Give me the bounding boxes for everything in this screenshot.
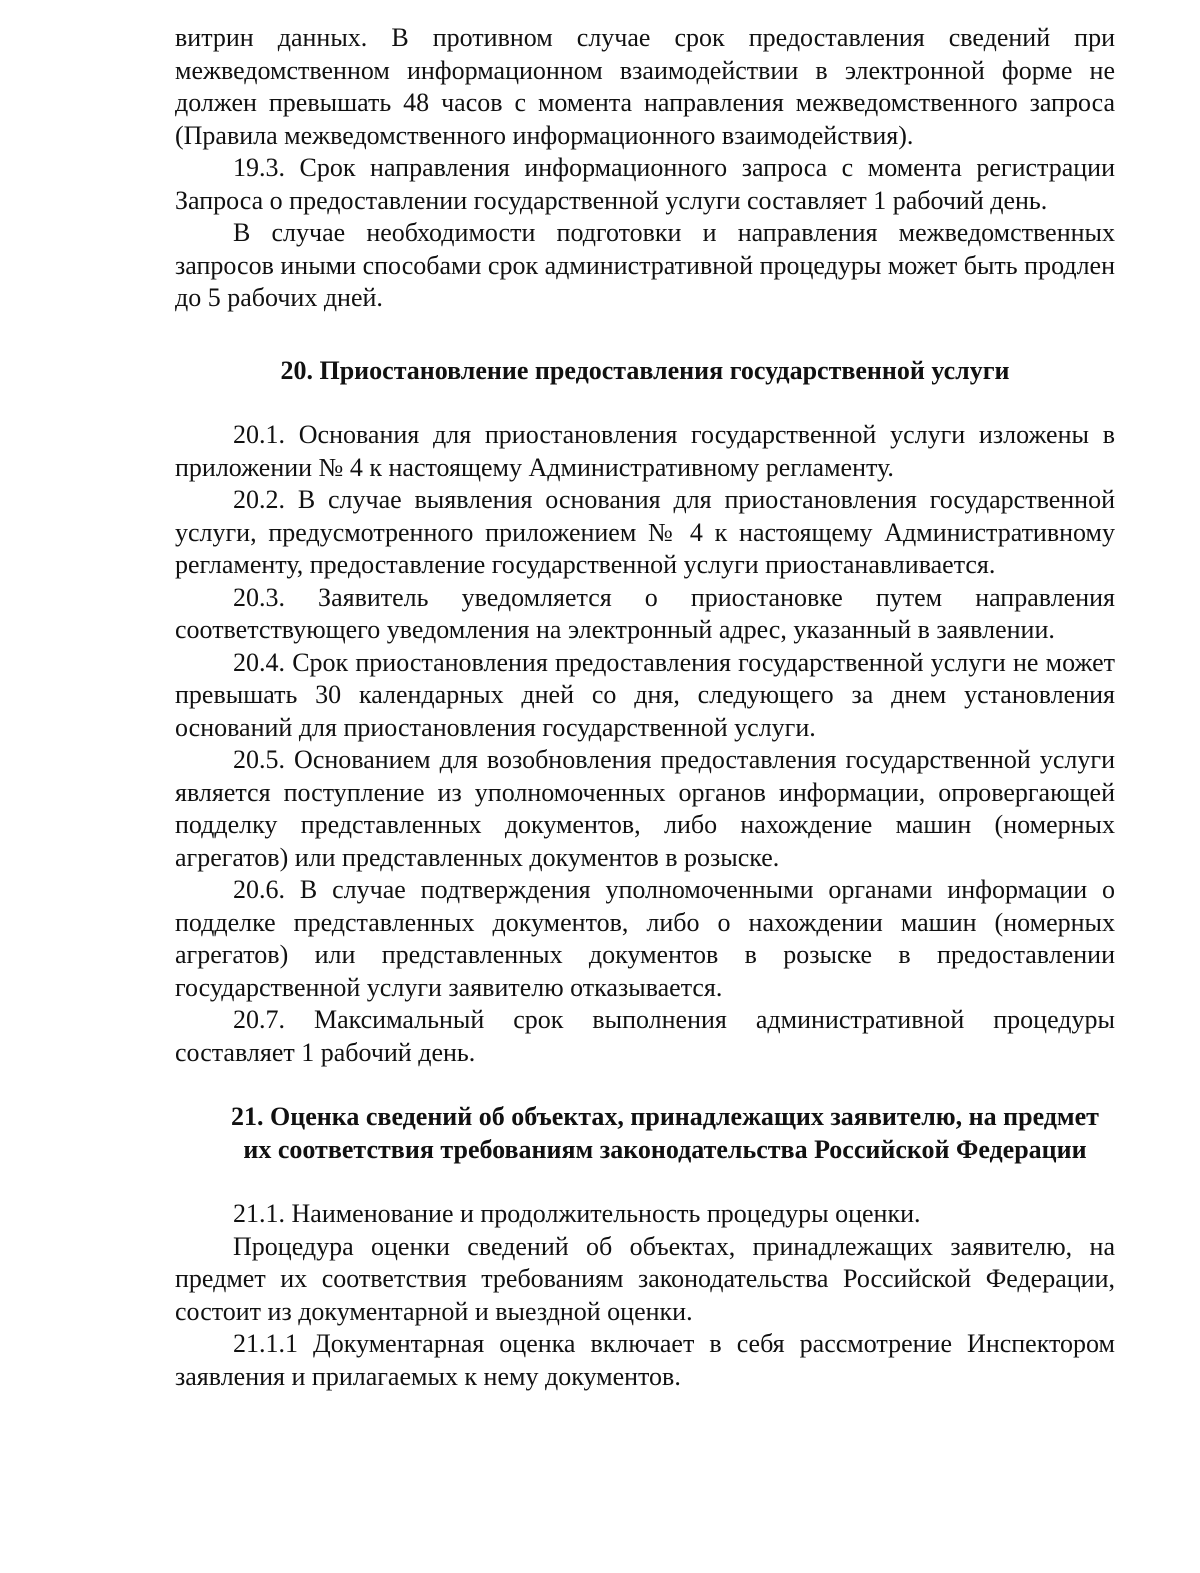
paragraph-20-3: 20.3. Заявитель уведомляется о приостановке путем направления соответствующего уведомления на электронный адрес, указанный в заявлении. [175,582,1115,644]
paragraph-21-1-1: 21.1.1 Документарная оценка включает в себя рассмотрение Инспектором заявления и прилагаемых к нему документов. [175,1329,1115,1391]
section-20-heading: 20. Приостановление предоставления государственной услуги [280,355,1010,385]
spacer [175,315,1115,347]
section-21-heading: 21. Оценка сведений об объектах, принадлежащих заявителю, на предмет их соответствия требованиям законодательства Российской Федерации [231,1102,1099,1164]
paragraph-20-4: 20.4. Срок приостановления предоставления государственной услуги не может превышать 30 календарных дней со дня, следующего за днем установления оснований для приостановления государственной услуги. [175,647,1115,742]
paragraph-continuation: витрин данных. В противном случае срок предоставления сведений при межведомственном информационном взаимодействии в электронной форме не должен превышать 48 часов с момента направления межведомственного запроса (Правила межведомственного информационного взаимодействия). [175,23,1115,150]
paragraph-20-5: 20.5. Основанием для возобновления предоставления государственной услуги является поступление из уполномоченных органов информации, опровергающей подделку представленных документов, либо нахождение машин (номерных агрегатов) или представленных документов в розыске. [175,745,1115,872]
spacer [175,1166,1115,1198]
paragraph-interagency-requests: В случае необходимости подготовки и направления межведомственных запросов иными способами срок административной процедуры может быть продлен до 5 рабочих дней. [175,218,1115,312]
paragraph-20-6: 20.6. В случае подтверждения уполномоченными органами информации о подделке представленных документов, либо о нахождении машин (номерных агрегатов) или представленных документов в розыске в предоставлении государственной услуги заявителю отказывается. [175,875,1115,1002]
paragraph-20-1: 20.1. Основания для приостановления государственной услуги изложены в приложении № 4 к настоящему Административному регламенту. [175,420,1115,482]
paragraph-19-3: 19.3. Срок направления информационного запроса с момента регистрации Запроса о предоставлении государственной услуги составляет 1 рабочий день. [175,153,1115,215]
spacer [175,387,1115,419]
paragraph-procedure: Процедура оценки сведений об объектах, принадлежащих заявителю, на предмет их соответствия требованиям законодательства Российской Федерации, состоит из документарной и выездной оценки. [175,1231,1115,1326]
document-page [175,22,1115,1393]
spacer [175,1069,1115,1101]
paragraph-20-2: 20.2. В случае выявления основания для приостановления государственной услуги, предусмотренного приложением № 4 к настоящему Административному регламенту, предоставление государственной услуги приостанавливается. [175,485,1115,579]
paragraph-20-7: 20.7. Максимальный срок выполнения административной процедуры составляет 1 рабочий день. [175,1005,1115,1067]
paragraph-21-1: 21.1. Наименование и продолжительность процедуры оценки. [233,1199,921,1228]
